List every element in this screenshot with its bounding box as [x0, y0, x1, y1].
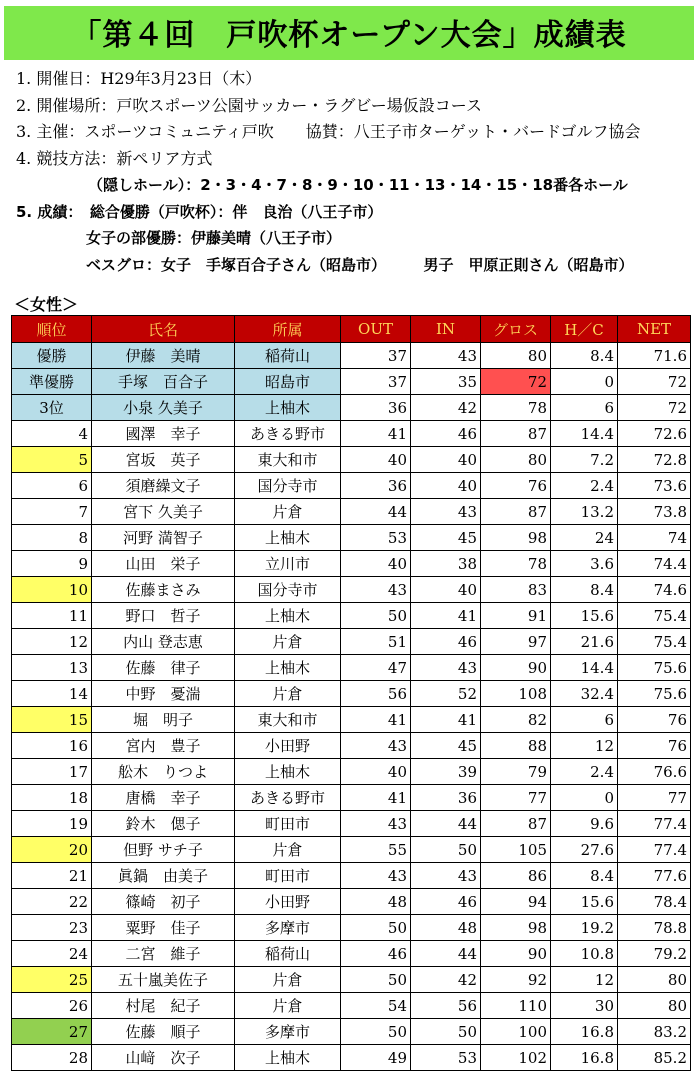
header-net: NET: [618, 316, 691, 343]
cell-rank: 6: [12, 473, 92, 499]
table-row: [12, 369, 691, 395]
table-row: [12, 629, 691, 655]
cell-rank: 27: [12, 1019, 92, 1045]
cell-rank: 21: [12, 863, 92, 889]
cell-in: 41: [411, 603, 481, 629]
cell-name: 須磨繰文子: [92, 473, 235, 499]
cell-club: 片倉: [235, 681, 341, 707]
cell-rank: 28: [12, 1045, 92, 1071]
cell-out: 50: [341, 603, 411, 629]
cell-out: 50: [341, 1019, 411, 1045]
cell-name: 二宮 維子: [92, 941, 235, 967]
cell-in: 43: [411, 499, 481, 525]
page-title: 「第４回 戸吹杯オープン大会」成績表: [71, 18, 627, 53]
cell-in: 43: [411, 655, 481, 681]
cell-out: 37: [341, 343, 411, 369]
cell-out: 41: [341, 785, 411, 811]
header-hc: H／C: [551, 316, 618, 343]
cell-rank: 10: [12, 577, 92, 603]
cell-in: 46: [411, 629, 481, 655]
cell-rank: 9: [12, 551, 92, 577]
cell-hc: 6: [551, 707, 618, 733]
cell-club: 上柚木: [235, 525, 341, 551]
cell-name: 眞鍋 由美子: [92, 863, 235, 889]
info-best-gross: ベスグロ：女子 手塚百合子さん（昭島市） 男子 甲原正則さん（昭島市）: [86, 255, 634, 274]
cell-rank: 12: [12, 629, 92, 655]
cell-in: 56: [411, 993, 481, 1019]
cell-gross: 91: [481, 603, 551, 629]
cell-out: 43: [341, 733, 411, 759]
cell-in: 38: [411, 551, 481, 577]
cell-name: 野口 哲子: [92, 603, 235, 629]
cell-name: 中野 憂湍: [92, 681, 235, 707]
cell-net: 72: [618, 369, 691, 395]
cell-rank: 16: [12, 733, 92, 759]
cell-rank: 7: [12, 499, 92, 525]
cell-name: 山田 栄子: [92, 551, 235, 577]
cell-name: 五十嵐美佐子: [92, 967, 235, 993]
cell-gross: 94: [481, 889, 551, 915]
cell-club: 稲荷山: [235, 941, 341, 967]
table-row: [12, 863, 691, 889]
cell-out: 53: [341, 525, 411, 551]
cell-hc: 21.6: [551, 629, 618, 655]
cell-net: 71.6: [618, 343, 691, 369]
cell-name: 宮坂 英子: [92, 447, 235, 473]
cell-rank: 11: [12, 603, 92, 629]
section-label: ＜女性＞: [14, 295, 79, 314]
cell-out: 43: [341, 577, 411, 603]
cell-out: 46: [341, 941, 411, 967]
cell-out: 41: [341, 707, 411, 733]
table-row: [12, 837, 691, 863]
cell-in: 44: [411, 811, 481, 837]
cell-name: 伊藤 美晴: [92, 343, 235, 369]
header-name: 氏名: [92, 316, 235, 343]
cell-out: 40: [341, 447, 411, 473]
cell-club: 片倉: [235, 967, 341, 993]
cell-name: 篠崎 初子: [92, 889, 235, 915]
cell-in: 46: [411, 889, 481, 915]
cell-in: 36: [411, 785, 481, 811]
cell-name: 國澤 幸子: [92, 421, 235, 447]
table-row: [12, 967, 691, 993]
cell-gross: 87: [481, 499, 551, 525]
cell-rank: 24: [12, 941, 92, 967]
cell-rank: 13: [12, 655, 92, 681]
cell-out: 36: [341, 473, 411, 499]
cell-hc: 14.4: [551, 655, 618, 681]
cell-gross: 102: [481, 1045, 551, 1071]
cell-gross: 78: [481, 551, 551, 577]
cell-name: 村尾 紀子: [92, 993, 235, 1019]
cell-in: 53: [411, 1045, 481, 1071]
table-row: [12, 421, 691, 447]
cell-net: 80: [618, 993, 691, 1019]
cell-rank: 14: [12, 681, 92, 707]
title-banner: [4, 6, 694, 60]
cell-in: 52: [411, 681, 481, 707]
cell-out: 43: [341, 863, 411, 889]
cell-club: 昭島市: [235, 369, 341, 395]
cell-in: 40: [411, 577, 481, 603]
cell-name: 鈴木 偲子: [92, 811, 235, 837]
cell-rank: 18: [12, 785, 92, 811]
info-date: 1. 開催日：H29年3月23日（木）: [16, 69, 262, 88]
table-row: [12, 447, 691, 473]
cell-gross: 105: [481, 837, 551, 863]
cell-net: 73.8: [618, 499, 691, 525]
cell-gross: 80: [481, 447, 551, 473]
table-row: [12, 1019, 691, 1045]
cell-club: 東大和市: [235, 707, 341, 733]
cell-out: 37: [341, 369, 411, 395]
cell-rank: 5: [12, 447, 92, 473]
cell-hc: 15.6: [551, 603, 618, 629]
cell-club: 立川市: [235, 551, 341, 577]
cell-out: 50: [341, 967, 411, 993]
cell-club: 稲荷山: [235, 343, 341, 369]
cell-gross: 90: [481, 941, 551, 967]
cell-rank: 15: [12, 707, 92, 733]
cell-in: 50: [411, 1019, 481, 1045]
cell-name: 宮下 久美子: [92, 499, 235, 525]
cell-net: 74.6: [618, 577, 691, 603]
cell-club: 上柚木: [235, 655, 341, 681]
cell-club: あきる野市: [235, 421, 341, 447]
cell-in: 50: [411, 837, 481, 863]
cell-out: 50: [341, 915, 411, 941]
info-results: 5. 成績： 総合優勝（戸吹杯）：伴 良治（八王子市）: [16, 202, 383, 221]
cell-name: 粟野 佳子: [92, 915, 235, 941]
cell-out: 36: [341, 395, 411, 421]
table-row: [12, 343, 691, 369]
cell-club: 小田野: [235, 733, 341, 759]
cell-in: 43: [411, 343, 481, 369]
cell-club: 多摩市: [235, 915, 341, 941]
cell-club: 上柚木: [235, 603, 341, 629]
results-table: [11, 315, 691, 1071]
cell-in: 48: [411, 915, 481, 941]
header-rank: 順位: [12, 316, 92, 343]
cell-club: 片倉: [235, 993, 341, 1019]
table-row: [12, 759, 691, 785]
cell-net: 76.6: [618, 759, 691, 785]
cell-in: 45: [411, 733, 481, 759]
cell-club: 小田野: [235, 889, 341, 915]
cell-net: 75.6: [618, 655, 691, 681]
cell-club: 国分寺市: [235, 473, 341, 499]
cell-club: 多摩市: [235, 1019, 341, 1045]
cell-rank: 8: [12, 525, 92, 551]
cell-gross: 108: [481, 681, 551, 707]
table-row: [12, 577, 691, 603]
cell-out: 43: [341, 811, 411, 837]
cell-hc: 8.4: [551, 863, 618, 889]
cell-club: 片倉: [235, 629, 341, 655]
cell-club: あきる野市: [235, 785, 341, 811]
cell-rank: 25: [12, 967, 92, 993]
table-row: [12, 941, 691, 967]
cell-name: 佐藤まさみ: [92, 577, 235, 603]
table-row: [12, 603, 691, 629]
cell-gross: 82: [481, 707, 551, 733]
cell-net: 72: [618, 395, 691, 421]
cell-hc: 10.8: [551, 941, 618, 967]
cell-net: 85.2: [618, 1045, 691, 1071]
table-row: [12, 525, 691, 551]
cell-hc: 0: [551, 369, 618, 395]
cell-club: 上柚木: [235, 759, 341, 785]
cell-hc: 13.2: [551, 499, 618, 525]
cell-in: 45: [411, 525, 481, 551]
cell-in: 44: [411, 941, 481, 967]
cell-name: 但野 サチ子: [92, 837, 235, 863]
cell-in: 42: [411, 395, 481, 421]
cell-net: 83.2: [618, 1019, 691, 1045]
table-row: [12, 889, 691, 915]
cell-gross: 87: [481, 811, 551, 837]
table-row: [12, 681, 691, 707]
cell-club: 片倉: [235, 837, 341, 863]
cell-name: 手塚 百合子: [92, 369, 235, 395]
cell-name: 内山 登志恵: [92, 629, 235, 655]
cell-club: 国分寺市: [235, 577, 341, 603]
cell-net: 75.6: [618, 681, 691, 707]
cell-hc: 0: [551, 785, 618, 811]
cell-gross: 110: [481, 993, 551, 1019]
cell-name: 舩木 りつよ: [92, 759, 235, 785]
cell-out: 56: [341, 681, 411, 707]
cell-name: 山﨑 次子: [92, 1045, 235, 1071]
cell-hc: 24: [551, 525, 618, 551]
cell-gross: 87: [481, 421, 551, 447]
cell-out: 44: [341, 499, 411, 525]
cell-in: 42: [411, 967, 481, 993]
cell-club: 上柚木: [235, 1045, 341, 1071]
cell-gross: 77: [481, 785, 551, 811]
table-row: [12, 551, 691, 577]
cell-gross: 98: [481, 525, 551, 551]
cell-gross: 98: [481, 915, 551, 941]
cell-club: 片倉: [235, 499, 341, 525]
cell-hc: 8.4: [551, 343, 618, 369]
cell-in: 41: [411, 707, 481, 733]
cell-gross: 90: [481, 655, 551, 681]
table-row: [12, 785, 691, 811]
cell-gross: 80: [481, 343, 551, 369]
cell-in: 35: [411, 369, 481, 395]
cell-out: 51: [341, 629, 411, 655]
cell-gross: 79: [481, 759, 551, 785]
cell-hc: 16.8: [551, 1019, 618, 1045]
header-gross: グロス: [481, 316, 551, 343]
cell-out: 47: [341, 655, 411, 681]
cell-net: 78.8: [618, 915, 691, 941]
cell-out: 40: [341, 759, 411, 785]
cell-rank: 3位: [12, 395, 92, 421]
cell-gross: 88: [481, 733, 551, 759]
cell-net: 77.4: [618, 811, 691, 837]
table-header-row: [12, 316, 691, 343]
cell-hc: 15.6: [551, 889, 618, 915]
info-method: 4. 競技方法：新ペリア方式: [16, 148, 213, 168]
cell-hc: 30: [551, 993, 618, 1019]
cell-out: 48: [341, 889, 411, 915]
cell-gross: 92: [481, 967, 551, 993]
cell-net: 80: [618, 967, 691, 993]
cell-out: 49: [341, 1045, 411, 1071]
cell-name: 堀 明子: [92, 707, 235, 733]
cell-net: 75.4: [618, 629, 691, 655]
cell-rank: 23: [12, 915, 92, 941]
cell-in: 40: [411, 473, 481, 499]
table-row: [12, 1045, 691, 1071]
cell-hc: 2.4: [551, 759, 618, 785]
cell-gross: 83: [481, 577, 551, 603]
cell-club: 上柚木: [235, 395, 341, 421]
cell-name: 佐藤 順子: [92, 1019, 235, 1045]
header-club: 所属: [235, 316, 341, 343]
header-in: IN: [411, 316, 481, 343]
cell-rank: 準優勝: [12, 369, 92, 395]
cell-net: 74.4: [618, 551, 691, 577]
cell-hc: 16.8: [551, 1045, 618, 1071]
cell-net: 76: [618, 707, 691, 733]
cell-out: 40: [341, 551, 411, 577]
cell-net: 79.2: [618, 941, 691, 967]
cell-gross: 72: [481, 369, 551, 395]
info-hidden-holes: （隠しホール）：2・3・4・7・8・9・10・11・13・14・15・18番各ホール: [88, 176, 628, 194]
cell-out: 41: [341, 421, 411, 447]
cell-gross: 78: [481, 395, 551, 421]
cell-net: 78.4: [618, 889, 691, 915]
info-venue: 2. 開催場所：戸吹スポーツ公園サッカー・ラグビー場仮設コース: [16, 95, 482, 115]
cell-in: 43: [411, 863, 481, 889]
cell-rank: 22: [12, 889, 92, 915]
cell-in: 46: [411, 421, 481, 447]
cell-rank: 19: [12, 811, 92, 837]
cell-in: 40: [411, 447, 481, 473]
cell-out: 55: [341, 837, 411, 863]
table-row: [12, 499, 691, 525]
cell-hc: 27.6: [551, 837, 618, 863]
table-row: [12, 915, 691, 941]
cell-net: 74: [618, 525, 691, 551]
cell-name: 佐藤 律子: [92, 655, 235, 681]
cell-hc: 2.4: [551, 473, 618, 499]
cell-gross: 86: [481, 863, 551, 889]
table-row: [12, 395, 691, 421]
table-row: [12, 811, 691, 837]
cell-rank: 20: [12, 837, 92, 863]
cell-net: 73.6: [618, 473, 691, 499]
cell-gross: 97: [481, 629, 551, 655]
cell-net: 76: [618, 733, 691, 759]
table-row: [12, 655, 691, 681]
cell-rank: 優勝: [12, 343, 92, 369]
cell-net: 72.6: [618, 421, 691, 447]
cell-hc: 32.4: [551, 681, 618, 707]
header-out: OUT: [341, 316, 411, 343]
cell-name: 小泉 久美子: [92, 395, 235, 421]
cell-hc: 9.6: [551, 811, 618, 837]
cell-club: 町田市: [235, 811, 341, 837]
cell-rank: 26: [12, 993, 92, 1019]
cell-club: 東大和市: [235, 447, 341, 473]
cell-rank: 4: [12, 421, 92, 447]
cell-club: 町田市: [235, 863, 341, 889]
cell-net: 77.4: [618, 837, 691, 863]
table-row: [12, 707, 691, 733]
cell-in: 39: [411, 759, 481, 785]
cell-rank: 17: [12, 759, 92, 785]
info-women-winner: 女子の部優勝：伊藤美晴（八王子市）: [86, 229, 342, 247]
cell-net: 75.4: [618, 603, 691, 629]
cell-out: 54: [341, 993, 411, 1019]
cell-name: 河野 満智子: [92, 525, 235, 551]
cell-name: 宮内 豊子: [92, 733, 235, 759]
cell-hc: 8.4: [551, 577, 618, 603]
cell-gross: 100: [481, 1019, 551, 1045]
cell-hc: 3.6: [551, 551, 618, 577]
cell-hc: 12: [551, 967, 618, 993]
table-row: [12, 733, 691, 759]
cell-hc: 6: [551, 395, 618, 421]
table-row: [12, 473, 691, 499]
cell-hc: 14.4: [551, 421, 618, 447]
cell-net: 77.6: [618, 863, 691, 889]
cell-name: 唐橋 幸子: [92, 785, 235, 811]
cell-net: 77: [618, 785, 691, 811]
event-info: [16, 66, 696, 278]
cell-hc: 19.2: [551, 915, 618, 941]
cell-gross: 76: [481, 473, 551, 499]
table-row: [12, 993, 691, 1019]
info-organizer: 3. 主催：スポーツコミュニティ戸吹 協賛：八王子市ターゲット・バードゴルフ協会: [16, 122, 641, 141]
cell-net: 72.8: [618, 447, 691, 473]
cell-hc: 7.2: [551, 447, 618, 473]
cell-hc: 12: [551, 733, 618, 759]
